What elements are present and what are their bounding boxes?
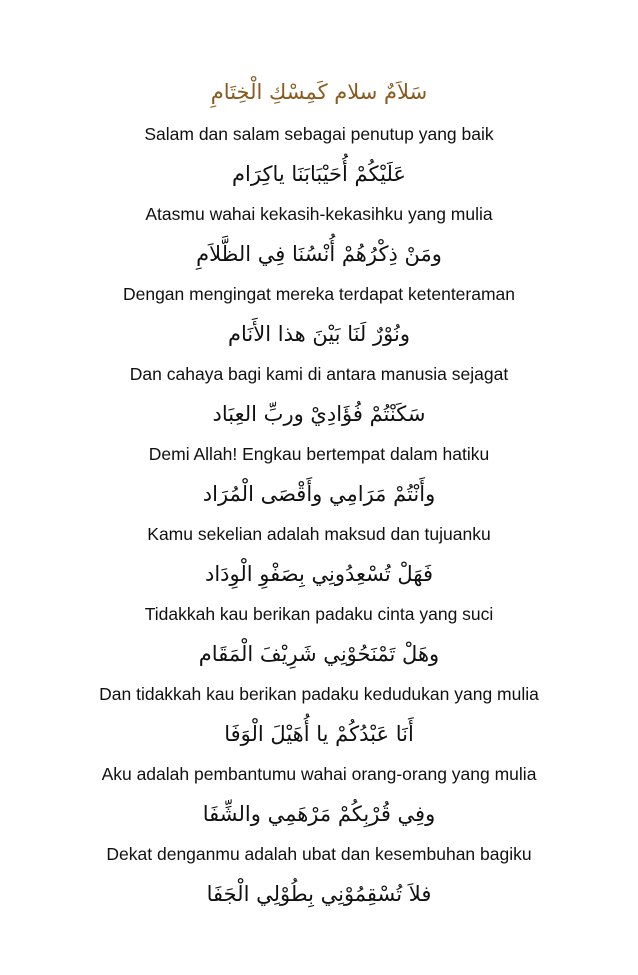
verse-8-translation: Dan tidakkah kau berikan padaku kedudukan yang mulia xyxy=(99,684,539,704)
verse-1-arabic: عَلَيْكُمْ أُحَيْبَابَنَا ياكِرَام xyxy=(232,162,406,186)
verse-5-arabic: وأَنْتُمْ مَرَامِي وأَقْصَى الْمُرَاد xyxy=(202,482,436,506)
verse-6-arabic: فَهَلْ تُسْعِدُونِي بِصَفْوِ الْوِدَاد xyxy=(204,562,434,586)
verse-9-arabic: وفِي قُرْبِكُمْ مَرْهَمِي والشِّفَا xyxy=(202,802,436,826)
verse-7-arabic: وهَلْ تَمْنَحُوْنِي شَرِيْفَ الْمَقَام xyxy=(198,642,440,666)
verse-6-translation: Kamu sekelian adalah maksud dan tujuanku xyxy=(147,524,491,544)
poem-title-arabic: سَلاَمٌ سلام كَمِسْكِ الْخِتَامِ xyxy=(210,80,428,104)
verse-5-translation: Demi Allah! Engkau bertempat dalam hatiku xyxy=(148,444,490,464)
verse-10-arabic: فلاَ تُسْقِمُوْنِي بِطُوْلِي الْجَفَا xyxy=(206,882,432,906)
verse-8-arabic: أَنَا عَبْدُكُمْ يا أُهَيْلَ الْوَفَا xyxy=(224,722,414,746)
poem xyxy=(0,72,638,916)
verse-1-translation: Salam dan salam sebagai penutup yang baik xyxy=(144,124,494,144)
verse-4-arabic: سَكَنْتُمْ فُؤَادِيْ وربِّ العِبَاد xyxy=(212,402,426,426)
verse-4-translation: Dan cahaya bagi kami di antara manusia sejagat xyxy=(129,364,509,384)
verse-2-arabic: ومَنْ ذِكْرُهُمْ أُنْسُنَا فِي الظَّلاَمِ xyxy=(196,242,442,266)
verse-9-translation: Aku adalah pembantumu wahai orang-orang yang mulia xyxy=(101,764,537,784)
verse-3-arabic: ونُوْرٌ لَنَا بَيْنَ هذا الأَنَام xyxy=(228,322,410,346)
verse-3-translation: Dengan mengingat mereka terdapat ketenteraman xyxy=(122,284,516,304)
verse-10-translation: Dekat denganmu adalah ubat dan kesembuhan bagiku xyxy=(106,844,532,864)
verse-7-translation: Tidakkah kau berikan padaku cinta yang suci xyxy=(144,604,494,624)
verse-2-translation: Atasmu wahai kekasih-kekasihku yang mulia xyxy=(145,204,493,224)
